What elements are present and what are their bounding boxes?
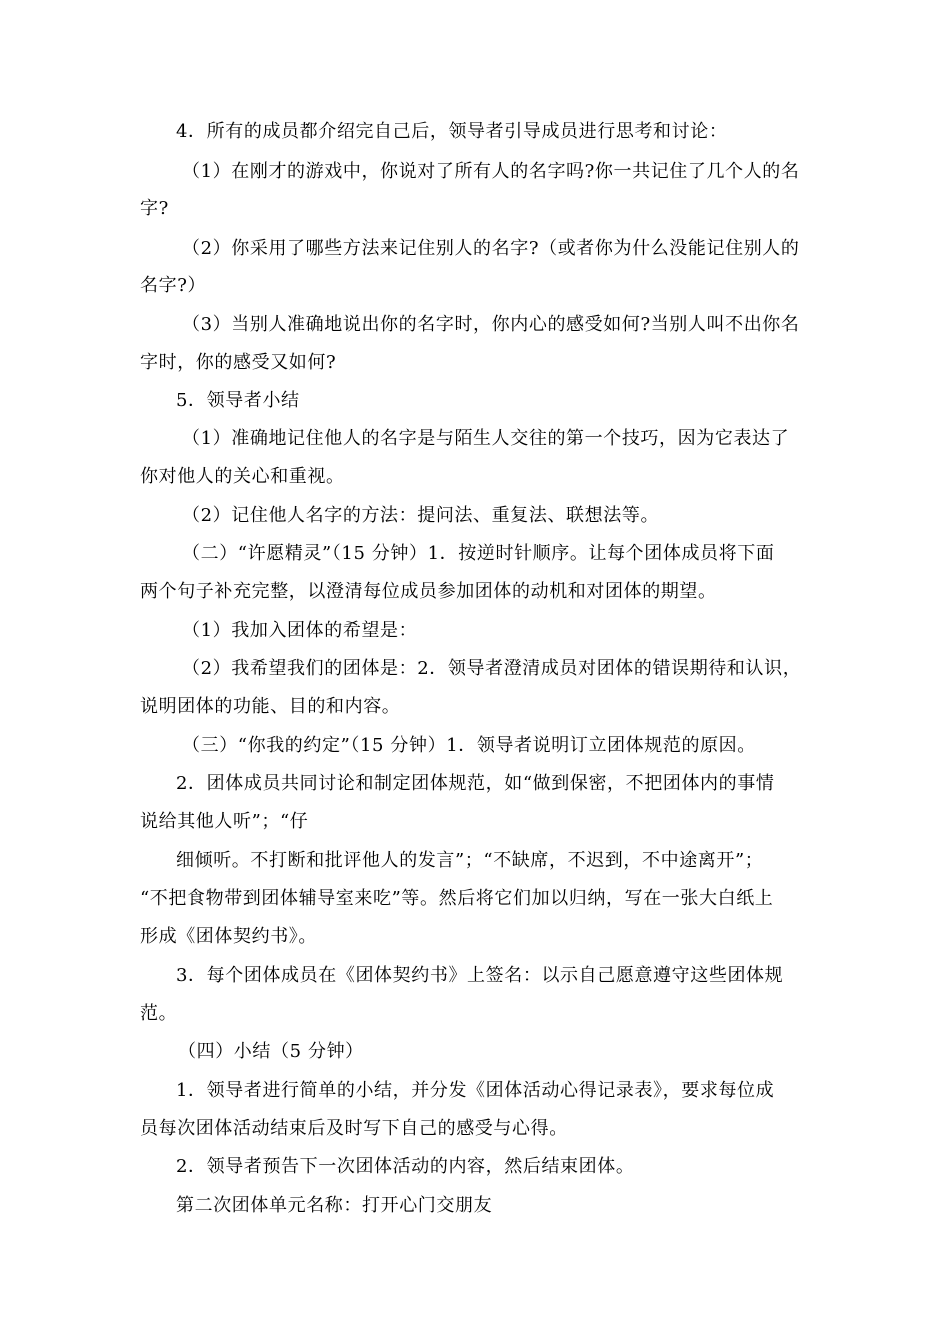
paragraph-line: （1）我加入团体的希望是：	[182, 620, 418, 641]
paragraph-line: 第二次团体单元名称：打开心门交朋友	[176, 1195, 493, 1216]
paragraph-line: （2）我希望我们的团体是：2．领导者澄清成员对团体的错误期待和认识，	[182, 658, 802, 679]
paragraph-line: 1．领导者进行简单的小结，并分发《团体活动心得记录表》，要求每位成	[176, 1080, 775, 1101]
paragraph-line: （二）“许愿精灵”（15 分钟）1．按逆时针顺序。让每个团体成员将下面	[182, 543, 775, 564]
paragraph-line: （2）记住他人名字的方法：提问法、重复法、联想法等。	[182, 505, 660, 526]
paragraph-line: 5．领导者小结	[176, 390, 300, 411]
paragraph-line: 2．领导者预告下一次团体活动的内容，然后结束团体。	[176, 1156, 635, 1177]
paragraph-line: 字时，你的感受又如何?	[140, 352, 337, 373]
paragraph-line: 3．每个团体成员在《团体契约书》上签名：以示自己愿意遵守这些团体规	[176, 965, 784, 986]
paragraph-line: “不把食物带到团体辅导室来吃”等。然后将它们加以归纳，写在一张大白纸上	[140, 888, 774, 909]
paragraph-line: 名字?）	[140, 275, 207, 296]
paragraph-line: 员每次团体活动结束后及时写下自己的感受与心得。	[140, 1118, 568, 1139]
paragraph-line: 两个句子补充完整，以澄清每位成员参加团体的动机和对团体的期望。	[140, 581, 717, 602]
paragraph-line: （2）你采用了哪些方法来记住别人的名字?（或者你为什么没能记住别人的	[182, 238, 800, 259]
paragraph-line: 你对他人的关心和重视。	[140, 466, 345, 487]
paragraph-line: 形成《团体契约书》。	[140, 926, 317, 947]
paragraph-line: 4．所有的成员都介绍完自己后，领导者引导成员进行思考和讨论：	[176, 121, 728, 142]
paragraph-line: （四）小结（5 分钟）	[178, 1041, 364, 1062]
paragraph-line: 2．团体成员共同讨论和制定团体规范，如“做到保密，不把团体内的事情	[176, 773, 775, 794]
paragraph-line: （1）准确地记住他人的名字是与陌生人交往的第一个技巧，因为它表达了	[182, 428, 790, 449]
paragraph-line: 细倾听。不打断和批评他人的发言”；“不缺席，不迟到，不中途离开”；	[176, 850, 764, 871]
paragraph-line: 说明团体的功能、目的和内容。	[140, 696, 401, 717]
paragraph-line: （1）在刚才的游戏中，你说对了所有人的名字吗?你一共记住了几个人的名	[182, 161, 800, 182]
paragraph-line: 字?	[140, 198, 169, 219]
paragraph-line: 说给其他人听”；“仔	[140, 811, 309, 832]
paragraph-line: 范。	[140, 1003, 178, 1024]
paragraph-line: （三）“你我的约定”（15 分钟）1．领导者说明订立团体规范的原因。	[182, 735, 756, 756]
paragraph-line: （3）当别人准确地说出你的名字时，你内心的感受如何?当别人叫不出你名	[182, 314, 800, 335]
